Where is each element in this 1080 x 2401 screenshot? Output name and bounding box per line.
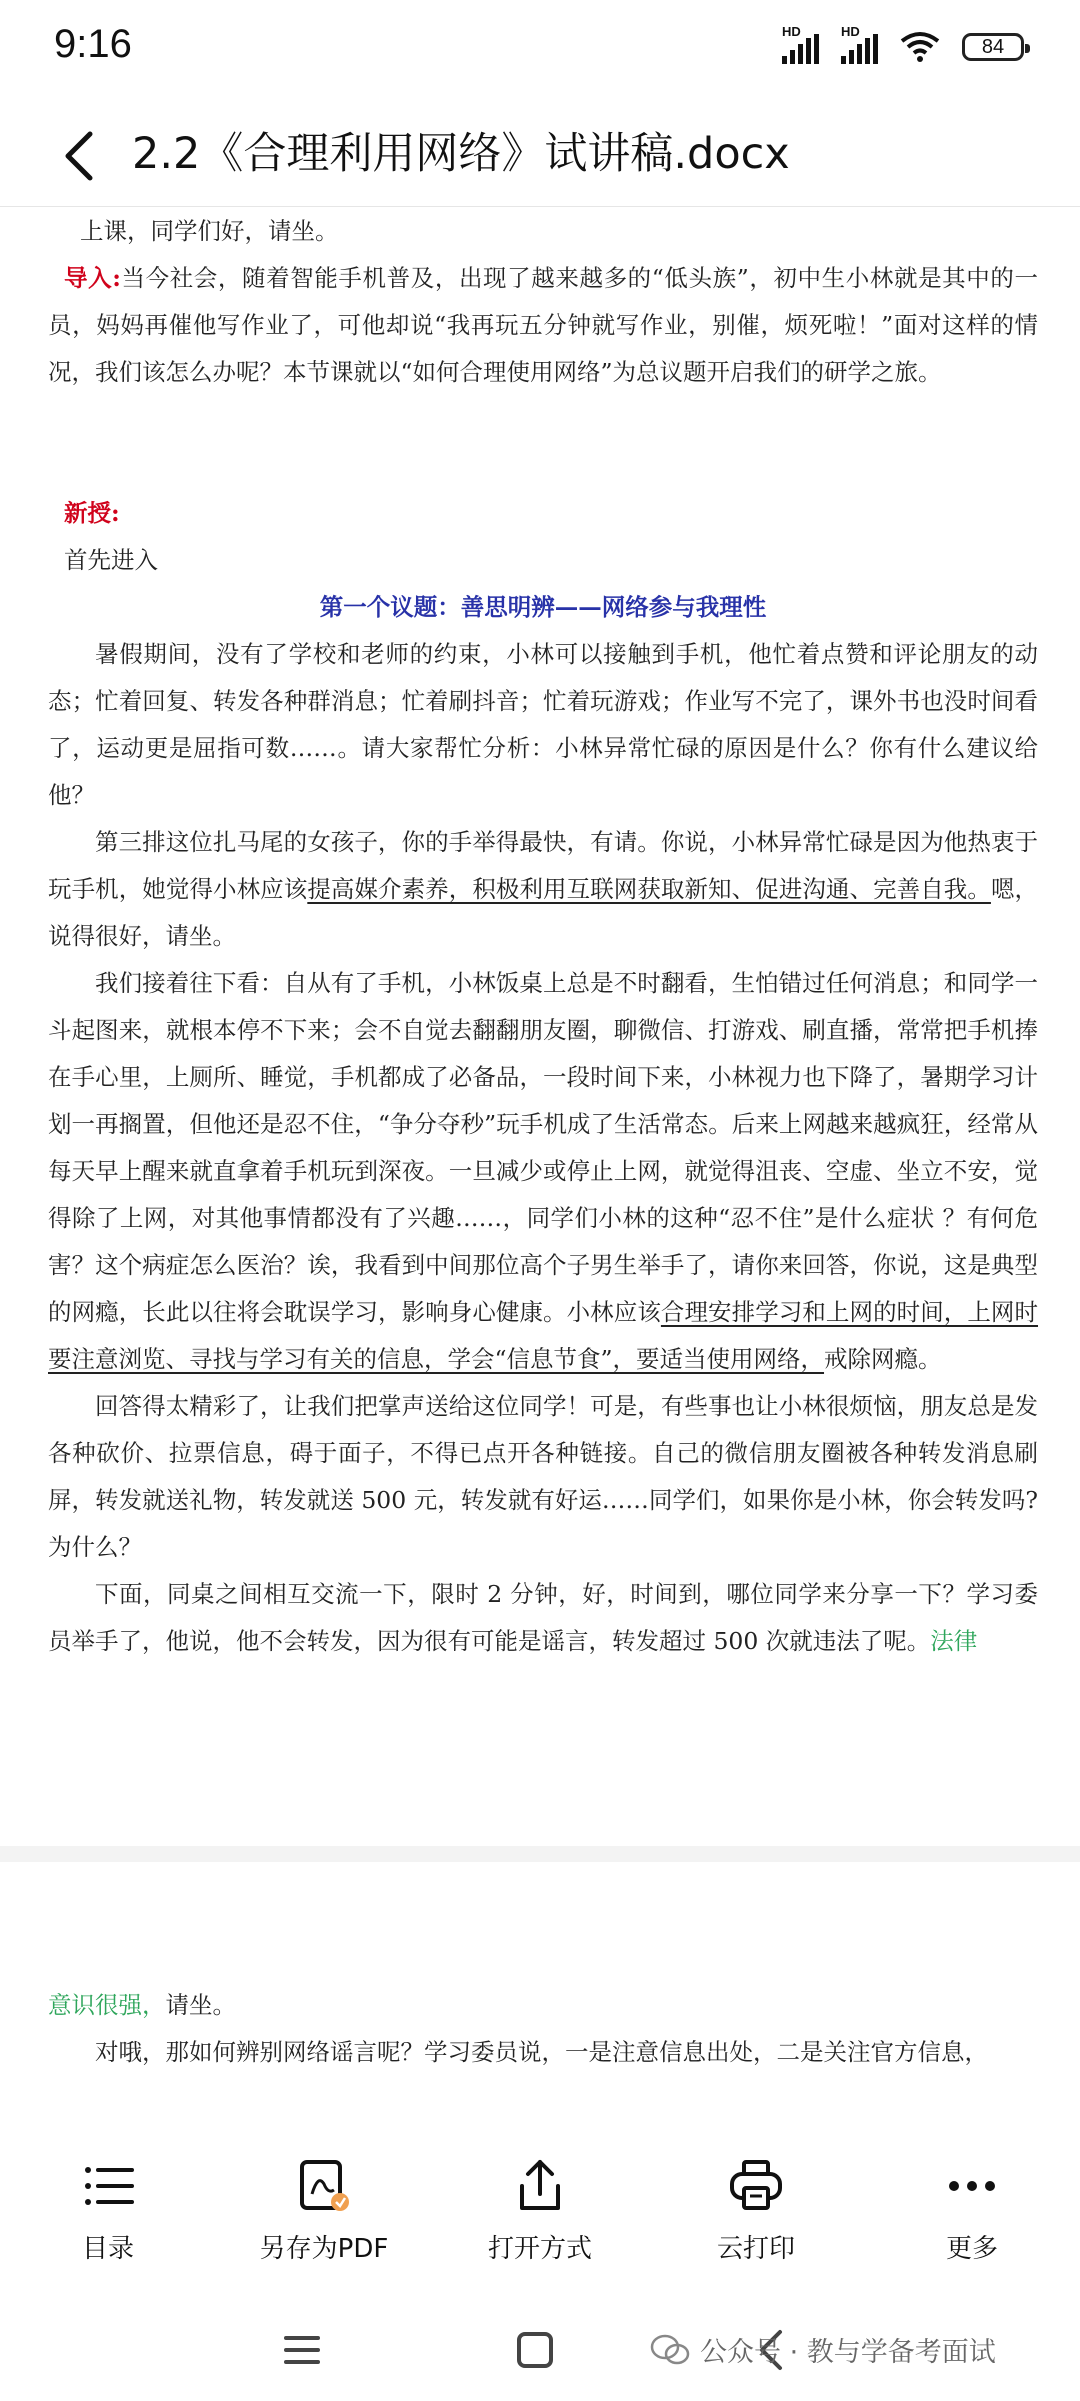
section-heading: 第一个议题：善思明辨——网络参与我理性 xyxy=(319,593,767,621)
open-with-label: 打开方式 xyxy=(487,2234,592,2264)
new-lesson-label: 新授: xyxy=(64,499,120,527)
paragraph: 回答得太精彩了，让我们把掌声送给这位同学！可是，有些事也让小林很烦恼，朋友总是发各种砍价、拉票信息，碍于面子，不得已点开各种链接。自己的微信朋友圈被各种转发消息刷屏，转发就送礼物，转发就送 500 元，转发就有好运……同学们，如果你是小林，你会转发吗?为什么？ xyxy=(48,1392,1038,1561)
status-icons xyxy=(782,24,1024,64)
title-bar xyxy=(0,100,1080,208)
wechat-icon xyxy=(650,2334,690,2366)
paragraph: 上课，同学们好，请坐。 xyxy=(80,217,339,245)
signal-hd-label: HD xyxy=(782,24,801,39)
watermark-text: 公众号 · 教与学备考面试 xyxy=(700,2337,996,2368)
home-icon[interactable] xyxy=(505,2320,565,2380)
signal-icon xyxy=(782,24,819,64)
signal-icon-2 xyxy=(841,24,878,64)
status-time: 9:16 xyxy=(54,22,132,66)
underlined-text: 合理安排学习和上网的时间，上网时要注意浏览、寻找与学习有关的信息，学会“信息节食”，要适当使用网络， xyxy=(48,1298,1039,1373)
open-with-button[interactable] xyxy=(432,2140,648,2280)
paragraph: 对哦，那如何辨别网络谣言呢？学习委员说，一是注意信息出处，二是关注官方信息， xyxy=(95,2038,988,2066)
paragraph-new-lesson xyxy=(48,490,1038,537)
paragraph: 首先进入 xyxy=(64,546,158,574)
save-pdf-label: 另存为PDF xyxy=(259,2234,389,2264)
paragraph: 意识很强，请坐。 xyxy=(48,1991,236,2019)
toc-button[interactable] xyxy=(0,2140,216,2280)
document-viewer[interactable] xyxy=(0,208,1080,2138)
page-separator xyxy=(0,1846,1080,1862)
paragraph: 暑假期间，没有了学校和老师的约束，小林可以接触到手机，他忙着点赞和评论朋友的动态；忙着回复、转发各种群消息；忙着刷抖音；忙着玩游戏；作业写不完了，课外书也没时间看了，运动更是屈指可数……。请大家帮忙分析：小林异常忙碌的原因是什么？你有什么建议给他？ xyxy=(48,640,1038,809)
paragraph: 我们接着往下看：自从有了手机，小林饭桌上总是不时翻看，生怕错过任何消息；和同学一斗起图来，就根本停不下来；会不自觉去翻翻朋友圈，聊微信、打游戏、刷直播，常常把手机捧在手心里，上厕所、睡觉，手机都成了必备品，一段时间下来，小林视力也下降了，暑期学习计划一再搁置，但他还是忍不住，“争分夺秒”玩手机成了生活常态。后来上网越来越疯狂，经常从每天早上醒来就直拿着手机玩到深夜。一旦减少或停止上网，就觉得沮丧、空虚、坐立不安，觉得除了上网，对其他事情都没有了兴趣……，同学们小林的这种“忍不住”是什么症状 ？有何危害？这个病症怎么医治？诶，我看到中间那位高个子男生举手了，请你来回答，你说，这是典型的网瘾，长此以往将会耽误学习，影响身心健康。小林应该合理安排学习和上网的时间，上网时要注意浏览、寻找与学习有关的信息，学会“信息节食”，要适当使用网络，戒除网瘾。 xyxy=(48,969,1039,1373)
intro-label: 导入: xyxy=(64,264,121,292)
menu-icon[interactable] xyxy=(272,2320,332,2380)
pdf-icon xyxy=(294,2156,354,2216)
printer-icon xyxy=(726,2156,786,2216)
more-dots-icon xyxy=(942,2156,1002,2216)
paragraph: 下面，同桌之间相互交流一下，限时 2 分钟，好，时间到，哪位同学来分享一下？学习委员举手了，他说，他不会转发，因为很有可能是谣言，转发超过 500 次就违法了呢。法律 xyxy=(48,1580,1038,1655)
cloud-print-label: 云打印 xyxy=(716,2234,795,2264)
status-bar xyxy=(0,0,1080,100)
battery-icon: 84 xyxy=(962,33,1024,61)
save-pdf-button[interactable] xyxy=(216,2140,432,2280)
paragraph-intro: 导入:当今社会，随着智能手机普及，出现了越来越多的“低头族”，初中生小林就是其中的一员，妈妈再催他写作业了，可他却说“我再玩五分钟就写作业，别催，烦死啦！”面对这样的情况，我们该怎么办呢？本节课就以“如何合理使用网络”为总议题开启我们的研学之旅。 xyxy=(48,264,1038,386)
highlight-text: 意识很强， xyxy=(48,1991,166,2019)
more-label: 更多 xyxy=(945,2234,998,2264)
document-page xyxy=(0,208,1080,1843)
paragraph: 第三排这位扎马尾的女孩子，你的手举得最快，有请。你说，小林异常忙碌是因为他热衷于玩手机，她觉得小林应该提高媒介素养，积极利用互联网获取新知、促进沟通、完善自我。嗯，说得很好，请坐。 xyxy=(48,828,1039,950)
underlined-text: 提高媒介素养，积极利用互联网获取新知、促进沟通、完善自我。 xyxy=(307,875,991,903)
document-page xyxy=(0,1862,1080,2138)
highlight-text: 法律 xyxy=(930,1627,978,1655)
bottom-toolbar xyxy=(0,2140,1080,2280)
more-button[interactable] xyxy=(864,2140,1080,2280)
watermark xyxy=(650,2330,996,2369)
list-icon xyxy=(78,2156,138,2216)
signal-hd-label-2: HD xyxy=(841,24,860,39)
toc-label: 目录 xyxy=(81,2234,134,2264)
back-arrow-icon[interactable] xyxy=(48,120,118,190)
wifi-icon xyxy=(900,31,940,63)
share-icon xyxy=(510,2156,570,2216)
cloud-print-button[interactable] xyxy=(648,2140,864,2280)
title-divider xyxy=(0,206,1080,207)
document-title: 2.2《合理利用网络》试讲稿.docx xyxy=(132,129,790,179)
